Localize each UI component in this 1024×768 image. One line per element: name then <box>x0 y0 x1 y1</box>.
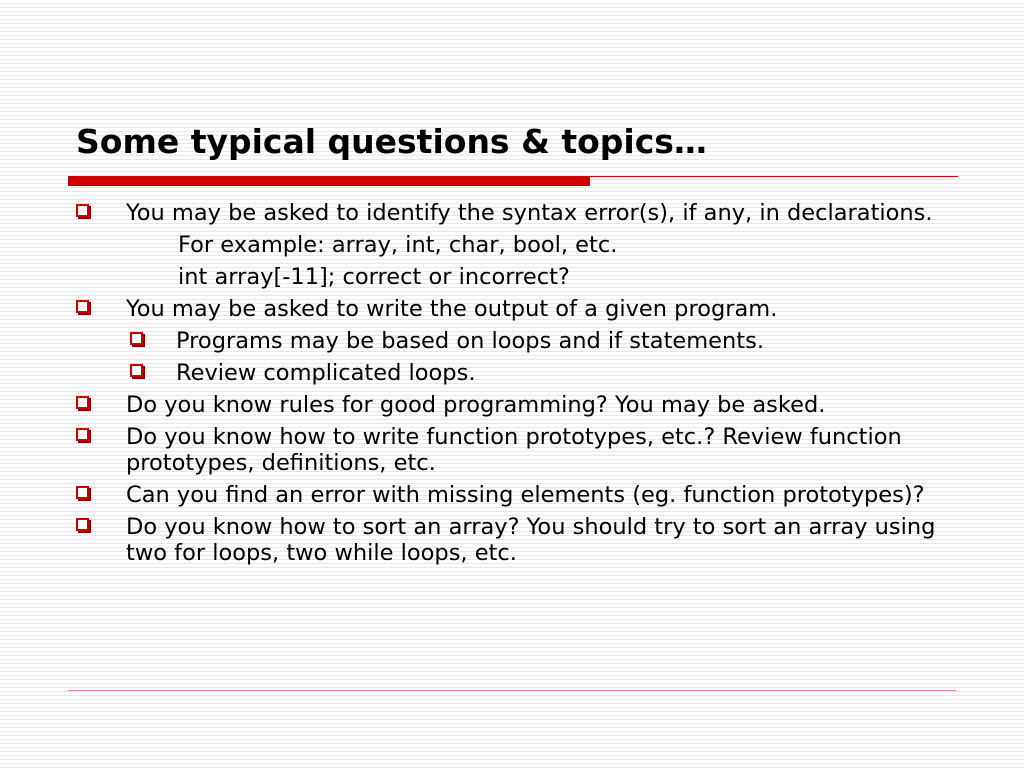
title-underline-thin <box>590 176 958 177</box>
footer-divider <box>68 690 956 691</box>
list-item-text: Do you know rules for good programming? You may be asked. <box>126 392 826 418</box>
sub-list-item <box>72 360 952 386</box>
hollow-square-bullet-icon <box>130 332 143 345</box>
hollow-square-bullet-icon <box>76 204 89 217</box>
list-item-text: Review complicated loops. <box>176 360 476 386</box>
list-item <box>72 482 952 508</box>
hollow-square-bullet-icon <box>130 364 143 377</box>
list-item-text: Programs may be based on loops and if statements. <box>176 328 764 354</box>
list-item <box>72 392 952 418</box>
list-item <box>72 514 952 566</box>
list-item-text: int array[-11]; correct or incorrect? <box>178 264 570 290</box>
list-item <box>72 200 952 226</box>
list-item <box>72 296 952 322</box>
hollow-square-bullet-icon <box>76 518 89 531</box>
list-item-text: For example: array, int, char, bool, etc. <box>178 232 618 258</box>
list-item-text: You may be asked to identify the syntax error(s), if any, in declarations. <box>126 200 933 226</box>
slide-title: Some typical questions & topics… <box>76 122 707 161</box>
list-item <box>72 424 952 476</box>
list-item <box>72 232 952 258</box>
sub-list-item <box>72 328 952 354</box>
list-item-text: You may be asked to write the output of a given program. <box>126 296 778 322</box>
list-item <box>72 264 952 290</box>
hollow-square-bullet-icon <box>76 486 89 499</box>
hollow-square-bullet-icon <box>76 428 89 441</box>
list-item-text: Can you find an error with missing elements (eg. function prototypes)? <box>126 482 925 508</box>
list-item-text: Do you know how to write function prototypes, etc.? Review function prototypes, definitions, etc. <box>126 424 902 476</box>
slide-content <box>72 200 952 566</box>
hollow-square-bullet-icon <box>76 396 89 409</box>
hollow-square-bullet-icon <box>76 300 89 313</box>
list-item-text: Do you know how to sort an array? You should try to sort an array using two for loops, two while loops, etc. <box>126 514 936 566</box>
title-underline-thick <box>68 176 590 186</box>
